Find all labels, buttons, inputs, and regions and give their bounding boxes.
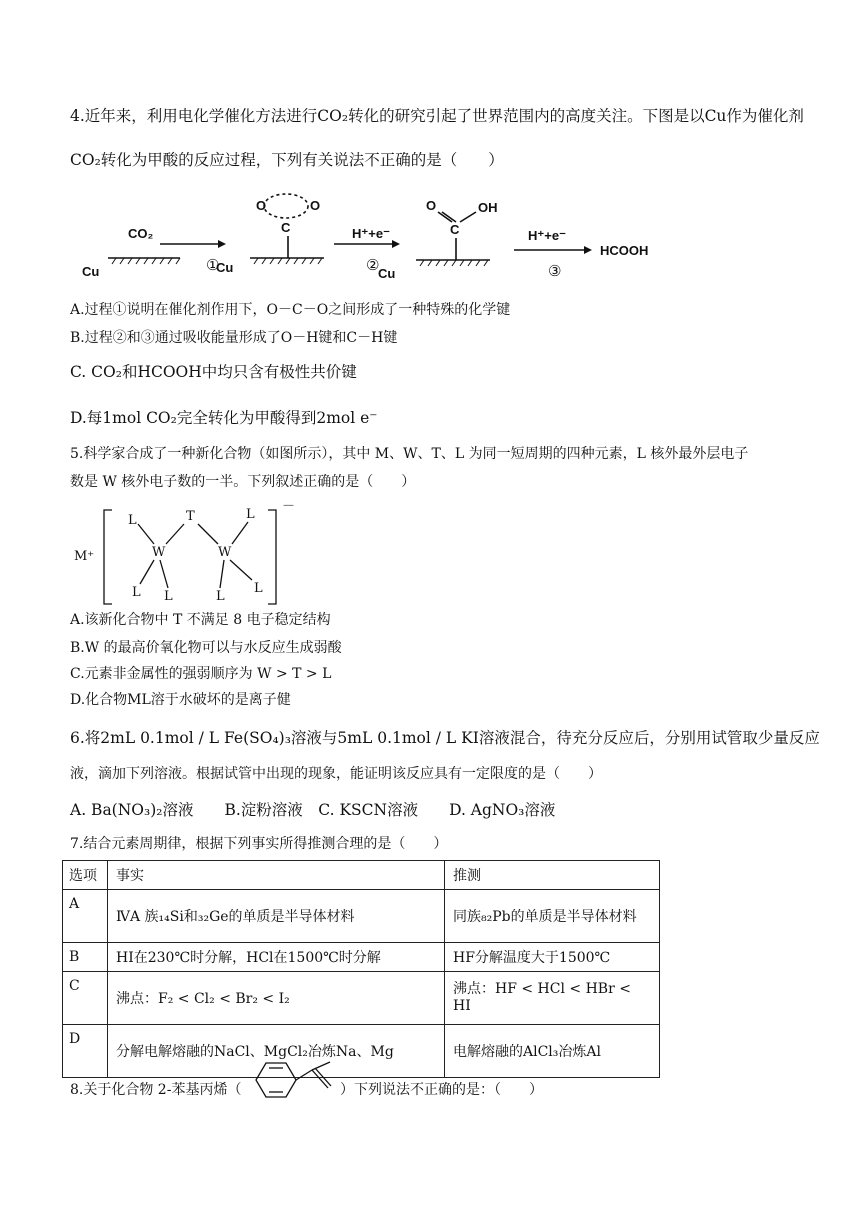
- q6-stem-line2: 液，滴加下列溶液。根据试管中出现的现象，能证明该反应具有一定限度的是（ ）: [70, 766, 602, 782]
- q5-option-a: A.该新化合物中 T 不满足 8 电子稳定结构: [70, 612, 331, 628]
- q7-stem: 7.结合元素周期律，根据下列事实所得推测合理的是（ ）: [70, 836, 448, 852]
- table-header-row: [63, 861, 660, 890]
- q6-stem-line1: 6.将2mL 0.1mol / L Fe(SO₄)₃溶液与5mL 0.1mol / L KI溶液混合，待充分反应后，分别用试管取少量反应: [70, 729, 820, 747]
- q8-stem-a: 8.关于化合物 2-苯基丙烯（: [70, 1082, 242, 1098]
- q4-option-a: A.过程①说明在催化剂作用下，O－C－O之间形成了一种特殊的化学键: [70, 302, 511, 318]
- step-3-marker: ③: [548, 262, 562, 280]
- row-d-inference: 电解熔融的AlCl₃冶炼Al: [445, 1025, 660, 1078]
- row-b-inference: HF分解温度大于1500℃: [445, 943, 660, 972]
- hcooh-label: HCOOH: [600, 243, 649, 258]
- q7-table: [62, 860, 660, 1078]
- row-c-fact: 沸点：F₂ < Cl₂ < Br₂ < I₂: [108, 972, 445, 1025]
- o-label-1: O: [256, 198, 267, 213]
- row-a-fact: ⅣA 族₁₄Si和₃₂Ge的单质是半导体材料: [108, 890, 445, 943]
- q8-stem-b: ）下列说法不正确的是：（ ）: [340, 1082, 543, 1098]
- q5-stem-line1: 5.科学家合成了一种新化合物（如图所示），其中 M、W、T、L 为同一短周期的四种元素，L 核外最外层电子: [70, 446, 749, 462]
- header-option: 选项: [63, 861, 108, 890]
- o-label-2: O: [310, 198, 321, 213]
- q5-option-c: C.元素非金属性的强弱顺序为 W > T > L: [70, 666, 332, 682]
- q5-stem-line2: 数是 W 核外电子数的一半。下列叙述正确的是（ ）: [70, 474, 416, 490]
- step-1-marker: ①: [206, 256, 220, 274]
- l-atom-1: L: [128, 513, 137, 528]
- cu-label-3: Cu: [378, 266, 396, 281]
- w-atom-2: W: [218, 545, 232, 560]
- co2-conversion-diagram: [78, 188, 678, 284]
- table-row: [63, 890, 660, 943]
- table-row: [63, 972, 660, 1025]
- header-inference: 推测: [445, 861, 660, 890]
- compound-structure-diagram: [72, 500, 302, 606]
- c-label-1: C: [281, 220, 291, 235]
- q6-options: A. Ba(NO₃)₂溶液 B.淀粉溶液 C. KSCN溶液 D. AgNO₃溶液: [70, 801, 556, 819]
- header-fact: 事实: [108, 861, 445, 890]
- cu-label-2: Cu: [216, 260, 234, 275]
- q4-option-c: C. CO₂和HCOOH中均只含有极性共价键: [70, 363, 357, 381]
- step-2-marker: ②: [366, 256, 380, 274]
- row-a-option: A: [63, 890, 108, 943]
- row-c-option: C: [63, 972, 108, 1025]
- t-atom: T: [186, 509, 195, 524]
- q5-option-b: B.W 的最高价氧化物可以与水反应生成弱酸: [70, 640, 342, 656]
- phenylpropene-structure: [246, 1056, 338, 1104]
- q5-option-d: D.化合物ML溶于水破坏的是离子健: [70, 692, 291, 708]
- he-label-1: H⁺+e⁻: [352, 226, 390, 241]
- cation-label: M⁺: [74, 549, 95, 564]
- row-d-fact: 分解电解熔融的NaCl、MgCl₂冶炼Na、Mg: [108, 1025, 445, 1078]
- row-c-inference: 沸点：HF < HCl < HBr < HI: [445, 972, 660, 1025]
- row-b-option: B: [63, 943, 108, 972]
- he-label-2: H⁺+e⁻: [528, 228, 566, 243]
- oh-label: OH: [478, 200, 498, 215]
- q4-option-b: B.过程②和③通过吸收能量形成了O－H键和C－H键: [70, 330, 398, 346]
- row-a-inference: 同族₈₂Pb的单质是半导体材料: [445, 890, 660, 943]
- table-row: [63, 1025, 660, 1078]
- o-label-3: O: [426, 198, 437, 213]
- anion-charge: －: [282, 500, 296, 514]
- c-label-2: C: [450, 222, 460, 237]
- q4-stem-line2: CO₂转化为甲酸的反应过程，下列有关说法不正确的是（ ）: [70, 151, 504, 169]
- l-atom-5: L: [216, 589, 225, 604]
- cu-label-1: Cu: [82, 264, 100, 279]
- co2-label: CO₂: [128, 226, 154, 241]
- w-atom-1: W: [152, 545, 166, 560]
- l-atom-3: L: [132, 585, 141, 600]
- row-b-fact: HI在230℃时分解，HCl在1500℃时分解: [108, 943, 445, 972]
- l-atom-6: L: [254, 581, 263, 596]
- row-d-option: D: [63, 1025, 108, 1078]
- l-atom-2: L: [246, 507, 255, 522]
- q4-option-d: D.每1mol CO₂完全转化为甲酸得到2mol e⁻: [70, 409, 378, 427]
- l-atom-4: L: [164, 589, 173, 604]
- table-row: [63, 943, 660, 972]
- q4-stem-line1: 4.近年来，利用电化学催化方法进行CO₂转化的研究引起了世界范围内的高度关注。下图是以Cu作为催化剂: [70, 107, 804, 125]
